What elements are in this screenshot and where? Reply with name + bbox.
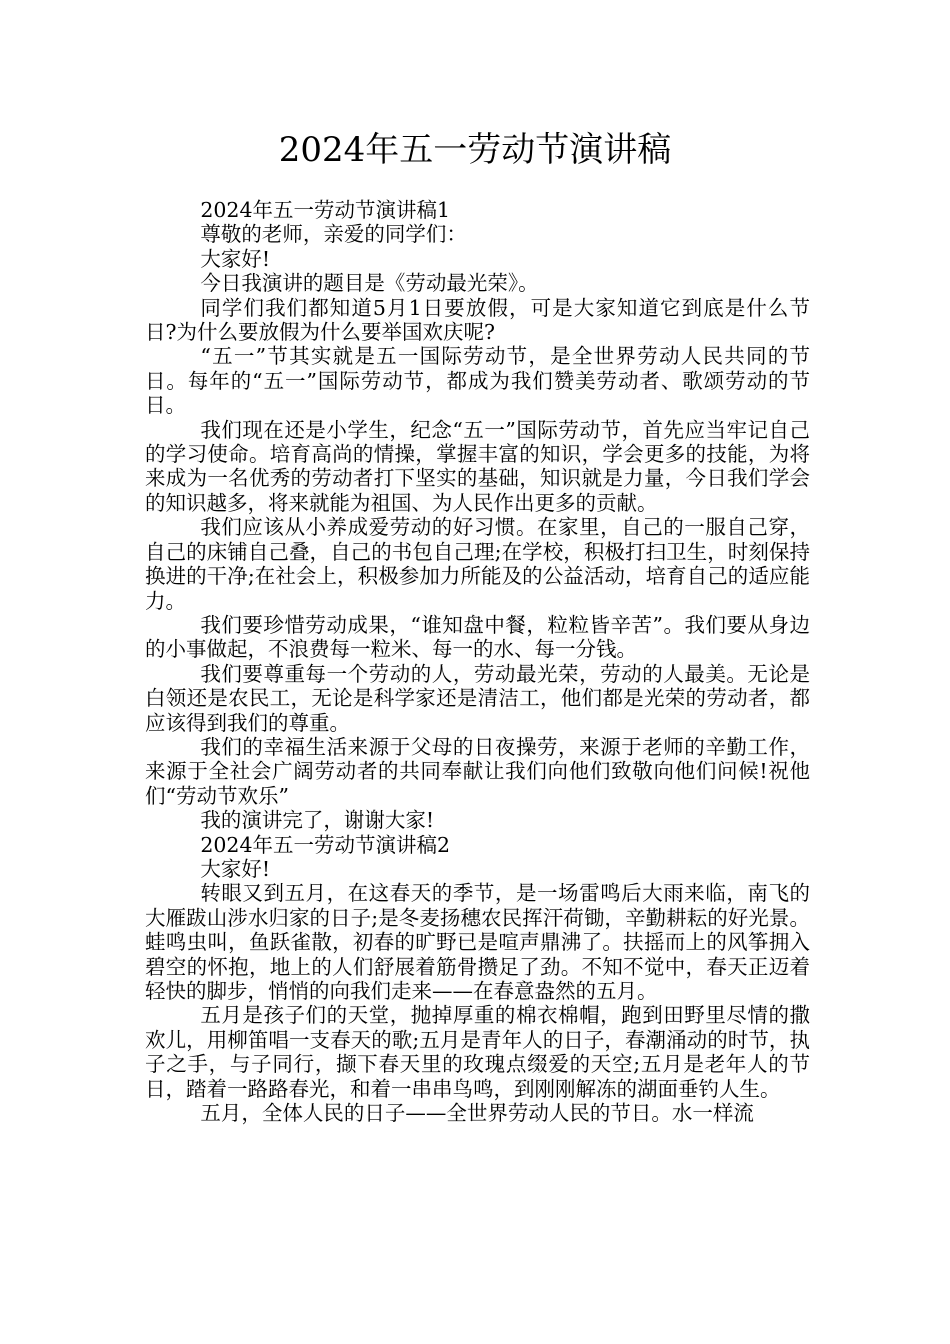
paragraph: 五月，全体人民的日子——全世界劳动人民的节日。水一样流	[200, 1101, 754, 1126]
salutation: 尊敬的老师，亲爱的同学们：	[200, 222, 467, 247]
paragraph: 五月是孩子们的天堂，抛掉厚重的棉衣棉帽，跑到田野里尽情的撒欢儿，用柳笛唱一支春天的歌;五月是青年人的日子，春潮涌动的时节，执子之手，与子同行，撷下春天里的玫瑰点缀爱的天空;五月是老年人的节日，踏着一路路春光，和着一串串鸟鸣，到刚刚解冻的湖面垂钓人生。	[145, 1003, 810, 1101]
speech-topic: 今日我演讲的题目是《劳动最光荣》。	[200, 271, 539, 296]
greeting: 大家好!	[200, 856, 271, 881]
greeting: 大家好!	[200, 246, 271, 271]
paragraph: “五一”节其实就是五一国际劳动节，是全世界劳动人民共同的节日。每年的“五一”国际劳动节，都成为我们赞美劳动者、歌颂劳动的节日。	[145, 344, 810, 418]
paragraph: 我们应该从小养成爱劳动的好习惯。在家里，自己的一服自己穿，自己的床铺自己叠，自己的书包自己理;在学校，积极打扫卫生，时刻保持换进的干净;在社会上，积极参加力所能及的公益活动，培育自己的适应能力。	[145, 515, 810, 613]
paragraph: 我们现在还是小学生，纪念“五一”国际劳动节，首先应当牢记自己的学习使命。培育高尚的情操，掌握丰富的知识，学会更多的技能，为将来成为一名优秀的劳动者打下坚实的基础，知识就是力量，今日我们学会的知识越多，将来就能为祖国、为人民作出更多的贡献。	[145, 417, 810, 515]
paragraph: 我们要尊重每一个劳动的人，劳动最光荣，劳动的人最美。无论是白领还是农民工，无论是科学家还是清洁工，他们都是光荣的劳动者，都应该得到我们的尊重。	[145, 661, 810, 735]
paragraph: 转眼又到五月，在这春天的季节，是一场雷鸣后大雨来临，南飞的大雁跋山涉水归家的日子;是冬麦扬穗农民挥汗荷锄，辛勤耕耘的好光景。蛙鸣虫叫，鱼跃雀散，初春的旷野已是喧声鼎沸了。扶摇而上的风筝拥入碧空的怀抱，地上的人们舒展着筋骨攒足了劲。不知不觉中，春天正迈着轻快的脚步，悄悄的向我们走来——在春意盎然的五月。	[145, 881, 810, 1003]
document-title: 2024年五一劳动节演讲稿	[278, 130, 672, 170]
section-heading-2: 2024年五一劳动节演讲稿2	[200, 832, 451, 857]
paragraph: 我们要珍惜劳动成果，“谁知盘中餐，粒粒皆辛苦”。我们要从身边的小事做起，不浪费每一粒米、每一的水、每一分钱。	[145, 612, 810, 662]
closing-line: 我的演讲完了，谢谢大家!	[200, 808, 435, 833]
paragraph: 我们的幸福生活来源于父母的日夜操劳，来源于老师的辛勤工作，来源于全社会广阔劳动者的共同奉献让我们向他们致敬向他们问候!祝他们“劳动节欢乐”	[145, 734, 810, 808]
paragraph: 同学们我们都知道5月1日要放假，可是大家知道它到底是什么节日?为什么要放假为什么要举国欢庆呢?	[145, 295, 810, 345]
document-body	[145, 198, 810, 1125]
section-heading-1: 2024年五一劳动节演讲稿1	[200, 198, 451, 222]
